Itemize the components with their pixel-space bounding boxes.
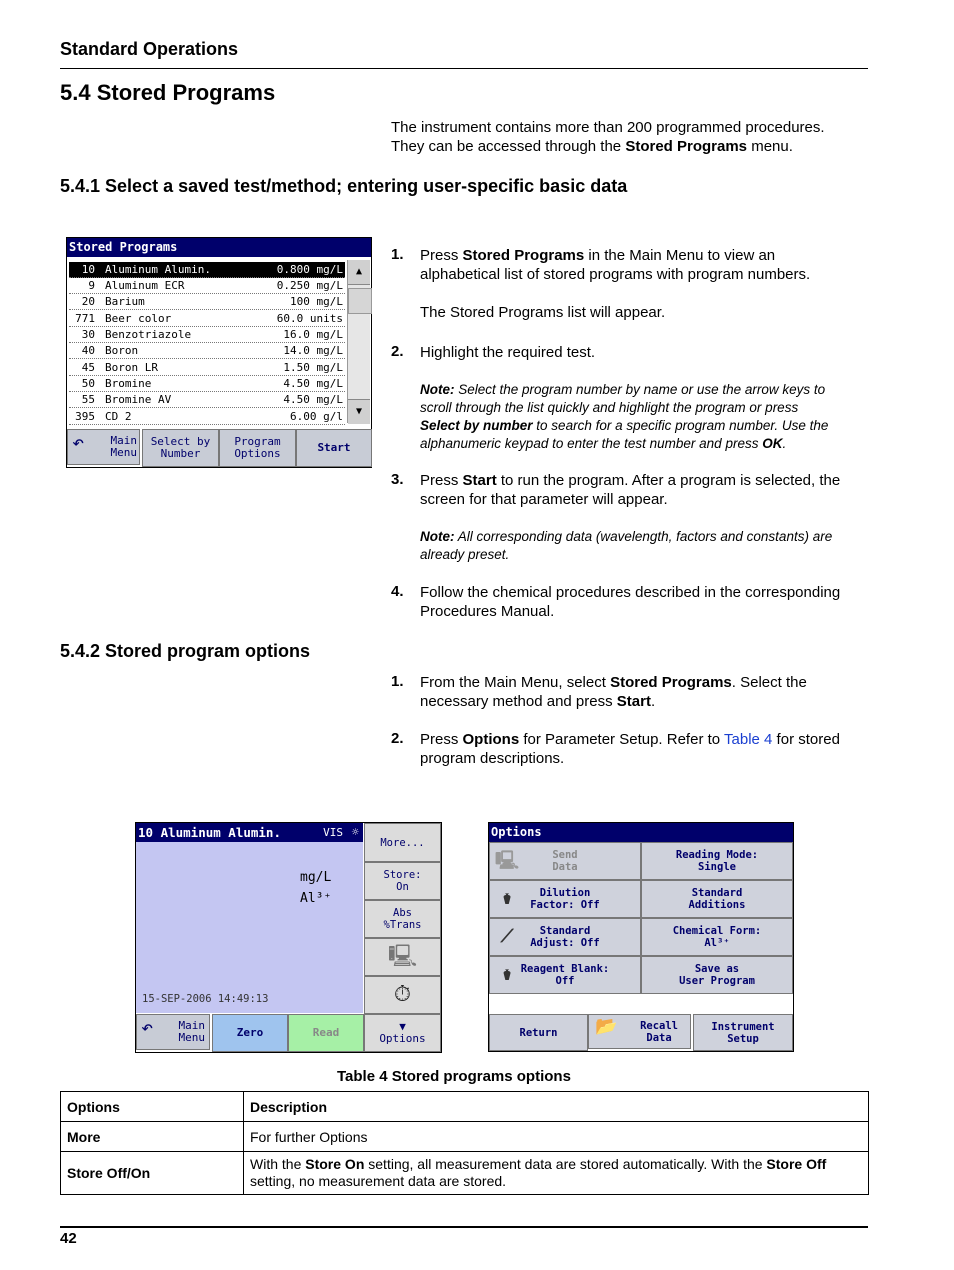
header-rule xyxy=(60,68,868,69)
step-number: 3. xyxy=(391,471,404,488)
instrument-setup-button[interactable]: Instrument Setup xyxy=(693,1014,793,1051)
send-data-icon[interactable]: 🖳 xyxy=(364,938,441,976)
step-text: Press Options for Parameter Setup. Refer to Table 4 for stored program descriptions. xyxy=(420,731,840,767)
abs-trans-button[interactable]: Abs %Trans xyxy=(364,900,441,938)
options-button[interactable]: ▼ Options xyxy=(364,1014,441,1052)
list-item[interactable]: 55 Bromine AV 4.50 mg/L xyxy=(69,392,345,408)
back-arrow-icon: ↶ xyxy=(141,1015,154,1039)
step-text: From the Main Menu, select Stored Programs. Select the necessary method and press Start. xyxy=(420,674,807,710)
standard-additions-button[interactable]: Standard Additions xyxy=(641,880,793,918)
chemical-form-button[interactable]: Chemical Form: Al³⁺ xyxy=(641,918,793,956)
list-item[interactable]: 395 CD 2 6.00 g/l xyxy=(69,409,345,425)
timestamp: 15-SEP-2006 14:49:13 xyxy=(142,993,269,1005)
running-header: Standard Operations xyxy=(60,39,239,59)
standard-adjust-button[interactable]: ⟋ Standard Adjust: Off xyxy=(489,918,641,956)
note-block: Note: All corresponding data (wavelength, factors and constants) are already preset. xyxy=(420,529,833,562)
back-arrow-icon: ↶ xyxy=(72,430,85,454)
list-item[interactable]: 771 Beer color 60.0 units xyxy=(69,311,345,327)
select-by-number-button[interactable]: Select by Number xyxy=(142,429,219,467)
subsection-title: 5.4.2 Stored program options xyxy=(60,641,311,661)
column-header: Options xyxy=(61,1092,244,1122)
vial-icon: ⚱ xyxy=(501,964,513,985)
mode-indicator: VIS xyxy=(323,826,343,839)
table-row: Store Off/On With the Store On setting, all measurement data are stored automatically. With the Store Off setting, no measurement data are stored. xyxy=(61,1152,869,1195)
list-item[interactable]: 50 Bromine 4.50 mg/L xyxy=(69,376,345,392)
step-number: 2. xyxy=(391,730,404,747)
main-menu-button[interactable]: ↶ Main Menu xyxy=(67,429,140,465)
screen-title: Options xyxy=(489,823,793,842)
step-text: Press Stored Programs in the Main Menu to view an alphabetical list of stored programs with program numbers. The Stored Programs list will appear. xyxy=(420,247,811,321)
intro-line: The instrument contains more than 200 programmed procedures. xyxy=(391,119,825,136)
step-number: 2. xyxy=(391,343,404,360)
calibration-graph-icon: ⟋ xyxy=(500,926,514,947)
column-header: Description xyxy=(244,1092,869,1122)
options-screen xyxy=(488,822,794,1052)
step-text: Follow the chemical procedures described in the corresponding Procedures Manual. xyxy=(420,584,841,620)
chevron-down-icon: ▼ xyxy=(399,1020,406,1033)
table-caption: Table 4 Stored programs options xyxy=(337,1068,571,1085)
folder-icon: 📂 xyxy=(595,1016,618,1037)
lamp-icon: ☼ xyxy=(351,825,359,839)
program-title: 10 Aluminum Alumin. VIS ☼ xyxy=(136,823,363,842)
list-item[interactable]: 40 Boron 14.0 mg/L xyxy=(69,343,345,359)
step-number: 1. xyxy=(391,673,404,690)
read-button[interactable]: Read xyxy=(288,1014,364,1052)
zero-button[interactable]: Zero xyxy=(212,1014,288,1052)
footer-rule xyxy=(60,1226,868,1228)
program-options-button[interactable]: Program Options xyxy=(219,429,296,467)
reading-mode-button[interactable]: Reading Mode: Single xyxy=(641,842,793,880)
section-title: 5.4 Stored Programs xyxy=(60,80,276,105)
list-item[interactable]: 10 Aluminum Alumin. 0.800 mg/L xyxy=(69,262,345,278)
start-button[interactable]: Start xyxy=(296,429,372,467)
step-text: Highlight the required test. xyxy=(420,344,596,361)
more-button[interactable]: More... xyxy=(364,823,441,862)
recall-data-button[interactable]: 📂 Recall Data xyxy=(588,1014,691,1049)
step-number: 1. xyxy=(391,246,404,263)
table-row: More For further Options xyxy=(61,1122,869,1152)
screen-title: Stored Programs xyxy=(67,238,371,257)
intro-paragraph: The instrument contains more than 200 programmed procedures. They can be accessed through the Stored Programs menu. xyxy=(391,119,825,155)
timer-icon[interactable]: ⏱ xyxy=(364,976,441,1014)
subsection-title: 5.4.1 Select a saved test/method; entering user-specific basic data xyxy=(60,176,628,196)
note-block: Note: Select the program number by name or use the arrow keys to scroll through the list quickly and highlight the program or press Select by number to search for a specific program number. Use the alphanumeric keypad to enter the test number and press OK. xyxy=(420,382,829,451)
step-number: 4. xyxy=(391,583,404,600)
store-button[interactable]: Store: On xyxy=(364,862,441,900)
list-item[interactable]: 20 Barium 100 mg/L xyxy=(69,294,345,310)
send-data-icon: 🖳 xyxy=(494,850,519,871)
reading-area xyxy=(136,823,363,1013)
return-button[interactable]: Return xyxy=(489,1014,588,1051)
list-item[interactable]: 30 Benzotriazole 16.0 mg/L xyxy=(69,327,345,343)
step-text: Press Start to run the program. After a program is selected, the screen for that parameter will appear. xyxy=(420,472,841,508)
scroll-up-icon[interactable]: ▲ xyxy=(348,260,370,285)
table-4-link[interactable]: Table 4 xyxy=(724,731,773,748)
program-list[interactable] xyxy=(67,260,347,426)
list-item[interactable]: 9 Aluminum ECR 0.250 mg/L xyxy=(69,278,345,294)
vials-icon: ⚱ xyxy=(501,888,513,909)
scroll-thumb[interactable] xyxy=(348,288,372,314)
page-number: 42 xyxy=(60,1230,77,1247)
save-user-program-button[interactable]: Save as User Program xyxy=(641,956,793,994)
scroll-down-icon[interactable]: ▼ xyxy=(348,399,370,424)
chemical-form-label: Al³⁺ xyxy=(300,891,332,906)
scrollbar[interactable] xyxy=(347,260,370,423)
unit-label: mg/L xyxy=(300,870,332,885)
options-table xyxy=(60,1091,869,1195)
measurement-screen xyxy=(135,822,442,1053)
stored-programs-screen xyxy=(66,237,372,468)
table-header-row xyxy=(61,1092,869,1122)
main-menu-button[interactable]: ↶ Main Menu xyxy=(136,1014,210,1050)
list-item[interactable]: 45 Boron LR 1.50 mg/L xyxy=(69,360,345,376)
reagent-blank-button[interactable]: ⚱ Reagent Blank: Off xyxy=(489,956,641,994)
dilution-factor-button[interactable]: ⚱ Dilution Factor: Off xyxy=(489,880,641,918)
send-data-button[interactable]: 🖳 Send Data xyxy=(489,842,641,880)
